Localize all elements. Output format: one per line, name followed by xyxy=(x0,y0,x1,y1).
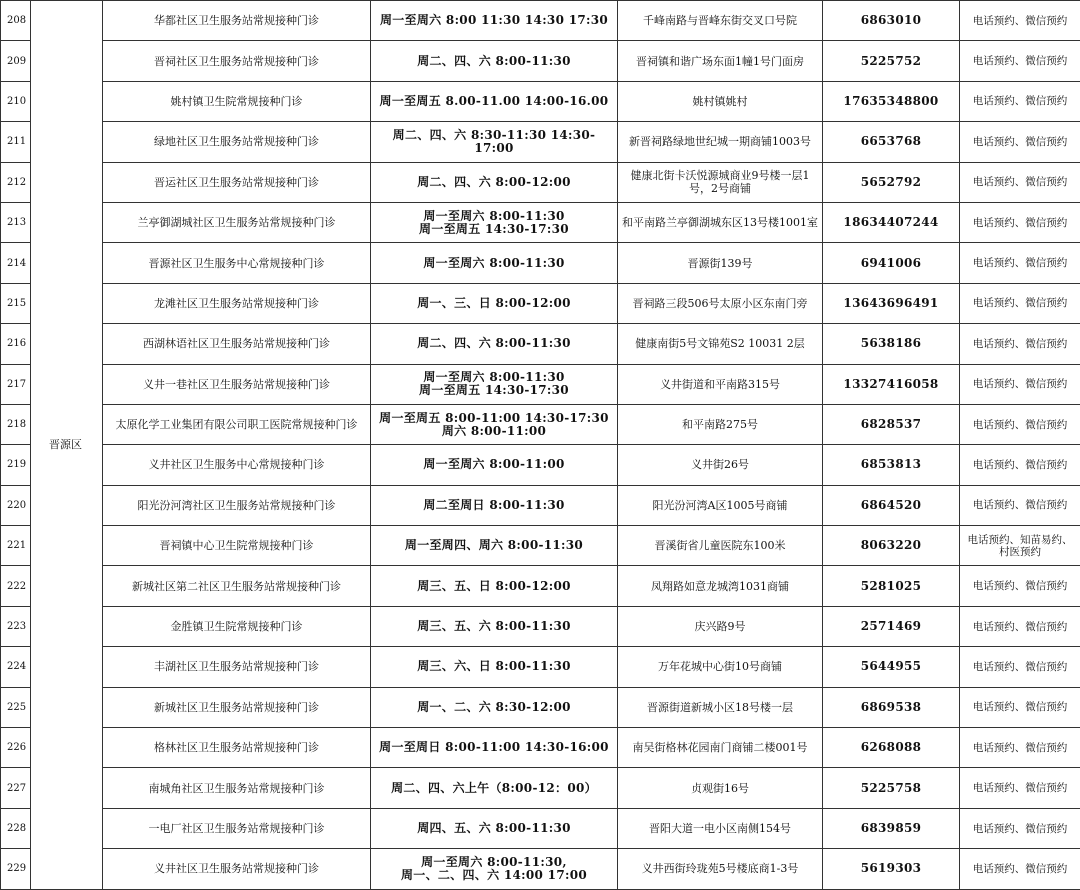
phone-number: 5225758 xyxy=(823,768,960,808)
row-number: 217 xyxy=(1,364,31,404)
booking-method: 电话预约、微信预约 xyxy=(960,364,1080,404)
service-hours: 周一、三、日 8:00-12:00 xyxy=(371,283,618,323)
clinic-address: 义井街道和平南路315号 xyxy=(618,364,823,404)
phone-number: 6268088 xyxy=(823,728,960,768)
booking-method: 电话预约、微信预约 xyxy=(960,647,1080,687)
service-hours: 周一至周日 8:00-11:00 14:30-16:00 xyxy=(371,728,618,768)
service-hours: 周一、二、六 8:30-12:00 xyxy=(371,687,618,727)
table-row xyxy=(1,1,1080,41)
phone-number: 13643696491 xyxy=(823,283,960,323)
booking-method: 电话预约、微信预约 xyxy=(960,122,1080,162)
phone-number: 2571469 xyxy=(823,606,960,646)
table-row xyxy=(1,526,1080,566)
clinic-name: 太原化学工业集团有限公司职工医院常规接种门诊 xyxy=(103,404,371,444)
clinic-name: 义井社区卫生服务中心常规接种门诊 xyxy=(103,445,371,485)
clinic-name: 晋源社区卫生服务中心常规接种门诊 xyxy=(103,243,371,283)
phone-number: 5638186 xyxy=(823,324,960,364)
clinic-address: 健康南街5号文锦苑S2 10031 2层 xyxy=(618,324,823,364)
clinic-name: 阳光汾河湾社区卫生服务站常规接种门诊 xyxy=(103,485,371,525)
clinic-name: 晋祠镇中心卫生院常规接种门诊 xyxy=(103,526,371,566)
row-number: 209 xyxy=(1,41,31,81)
row-number: 214 xyxy=(1,243,31,283)
service-hours: 周一至周六 8:00-11:30 周一至周五 14:30-17:30 xyxy=(371,364,618,404)
row-number: 211 xyxy=(1,122,31,162)
clinic-address: 凤翔路如意龙城湾1031商铺 xyxy=(618,566,823,606)
table-row xyxy=(1,606,1080,646)
row-number: 228 xyxy=(1,808,31,848)
clinic-name: 丰湖社区卫生服务站常规接种门诊 xyxy=(103,647,371,687)
phone-number: 6653768 xyxy=(823,122,960,162)
phone-number: 18634407244 xyxy=(823,202,960,242)
clinic-name: 义井社区卫生服务站常规接种门诊 xyxy=(103,849,371,889)
service-hours: 周一至周五 8:00-11:00 14:30-17:30 周六 8:00-11:00 xyxy=(371,404,618,444)
phone-number: 6869538 xyxy=(823,687,960,727)
clinic-address: 新晋祠路绿地世纪城一期商铺1003号 xyxy=(618,122,823,162)
clinic-name: 新城社区第二社区卫生服务站常规接种门诊 xyxy=(103,566,371,606)
row-number: 213 xyxy=(1,202,31,242)
table-row xyxy=(1,849,1080,889)
clinic-address: 庆兴路9号 xyxy=(618,606,823,646)
booking-method: 电话预约、微信预约 xyxy=(960,202,1080,242)
table-row xyxy=(1,687,1080,727)
booking-method: 电话预约、微信预约 xyxy=(960,808,1080,848)
row-number: 229 xyxy=(1,849,31,889)
booking-method: 电话预约、微信预约 xyxy=(960,404,1080,444)
table-row xyxy=(1,808,1080,848)
district-cell: 晋源区 xyxy=(31,1,103,890)
service-hours: 周二至周日 8:00-11:30 xyxy=(371,485,618,525)
phone-number: 6828537 xyxy=(823,404,960,444)
table-row xyxy=(1,485,1080,525)
service-hours: 周一至周六 8:00 11:30 14:30 17:30 xyxy=(371,1,618,41)
phone-number: 5644955 xyxy=(823,647,960,687)
row-number: 212 xyxy=(1,162,31,202)
row-number: 222 xyxy=(1,566,31,606)
table-row xyxy=(1,445,1080,485)
row-number: 226 xyxy=(1,728,31,768)
row-number: 227 xyxy=(1,768,31,808)
phone-number: 5225752 xyxy=(823,41,960,81)
phone-number: 6941006 xyxy=(823,243,960,283)
phone-number: 13327416058 xyxy=(823,364,960,404)
row-number: 218 xyxy=(1,404,31,444)
table-row xyxy=(1,283,1080,323)
clinic-address: 万年花城中心街10号商铺 xyxy=(618,647,823,687)
service-hours: 周二、四、六 8:00-11:30 xyxy=(371,324,618,364)
row-number: 224 xyxy=(1,647,31,687)
table-row xyxy=(1,404,1080,444)
service-hours: 周三、六、日 8:00-11:30 xyxy=(371,647,618,687)
row-number: 216 xyxy=(1,324,31,364)
booking-method: 电话预约、微信预约 xyxy=(960,283,1080,323)
row-number: 225 xyxy=(1,687,31,727)
clinic-address: 晋祠路三段506号太原小区东南门旁 xyxy=(618,283,823,323)
service-hours: 周一至周五 8.00-11.00 14:00-16.00 xyxy=(371,81,618,121)
clinic-name: 格林社区卫生服务站常规接种门诊 xyxy=(103,728,371,768)
phone-number: 6864520 xyxy=(823,485,960,525)
phone-number: 6839859 xyxy=(823,808,960,848)
service-hours: 周二、四、六 8:00-12:00 xyxy=(371,162,618,202)
clinic-address: 和平南路275号 xyxy=(618,404,823,444)
table-row xyxy=(1,162,1080,202)
clinic-name: 金胜镇卫生院常规接种门诊 xyxy=(103,606,371,646)
table-row xyxy=(1,768,1080,808)
booking-method: 电话预约、微信预约 xyxy=(960,728,1080,768)
clinic-address: 晋阳大道一电小区南侧154号 xyxy=(618,808,823,848)
booking-method: 电话预约、微信预约 xyxy=(960,849,1080,889)
row-number: 221 xyxy=(1,526,31,566)
booking-method: 电话预约、微信预约 xyxy=(960,243,1080,283)
row-number: 220 xyxy=(1,485,31,525)
table-row xyxy=(1,566,1080,606)
service-hours: 周二、四、六 8:30-11:30 14:30-17:00 xyxy=(371,122,618,162)
booking-method: 电话预约、微信预约 xyxy=(960,1,1080,41)
clinic-name: 华都社区卫生服务站常规接种门诊 xyxy=(103,1,371,41)
table-row xyxy=(1,728,1080,768)
clinic-name: 兰亭御湖城社区卫生服务站常规接种门诊 xyxy=(103,202,371,242)
row-number: 223 xyxy=(1,606,31,646)
clinic-name: 绿地社区卫生服务站常规接种门诊 xyxy=(103,122,371,162)
table-row xyxy=(1,324,1080,364)
clinic-name: 一电厂社区卫生服务站常规接种门诊 xyxy=(103,808,371,848)
phone-number: 5652792 xyxy=(823,162,960,202)
service-hours: 周一至周四、周六 8:00-11:30 xyxy=(371,526,618,566)
clinic-address: 千峰南路与晋峰东街交叉口号院 xyxy=(618,1,823,41)
booking-method: 电话预约、微信预约 xyxy=(960,687,1080,727)
clinic-address: 健康北街卡沃悦源城商业9号楼一层1号，2号商铺 xyxy=(618,162,823,202)
table-row xyxy=(1,41,1080,81)
clinic-address: 晋源街139号 xyxy=(618,243,823,283)
row-number: 215 xyxy=(1,283,31,323)
clinic-address: 姚村镇姚村 xyxy=(618,81,823,121)
phone-number: 5281025 xyxy=(823,566,960,606)
clinic-name: 新城社区卫生服务站常规接种门诊 xyxy=(103,687,371,727)
table-row xyxy=(1,122,1080,162)
row-number: 219 xyxy=(1,445,31,485)
booking-method: 电话预约、微信预约 xyxy=(960,485,1080,525)
service-hours: 周三、五、日 8:00-12:00 xyxy=(371,566,618,606)
clinic-address: 义井西街玲珑苑5号楼底商1-3号 xyxy=(618,849,823,889)
service-hours: 周二、四、六 8:00-11:30 xyxy=(371,41,618,81)
booking-method: 电话预约、微信预约 xyxy=(960,324,1080,364)
clinic-address: 阳光汾河湾A区1005号商铺 xyxy=(618,485,823,525)
booking-method: 电话预约、微信预约 xyxy=(960,81,1080,121)
booking-method: 电话预约、微信预约 xyxy=(960,445,1080,485)
booking-method: 电话预约、知苗易约、村医预约 xyxy=(960,526,1080,566)
booking-method: 电话预约、微信预约 xyxy=(960,606,1080,646)
table-row xyxy=(1,364,1080,404)
phone-number: 8063220 xyxy=(823,526,960,566)
phone-number: 5619303 xyxy=(823,849,960,889)
service-hours: 周二、四、六上午（8:00-12：00） xyxy=(371,768,618,808)
table-row xyxy=(1,202,1080,242)
phone-number: 6853813 xyxy=(823,445,960,485)
booking-method: 电话预约、微信预约 xyxy=(960,162,1080,202)
clinic-address: 和平南路兰亭御湖城东区13号楼1001室 xyxy=(618,202,823,242)
service-hours: 周一至周六 8:00-11:30, 周一、二、四、六 14:00 17:00 xyxy=(371,849,618,889)
table-row xyxy=(1,243,1080,283)
table-row xyxy=(1,647,1080,687)
phone-number: 17635348800 xyxy=(823,81,960,121)
service-hours: 周一至周六 8:00-11:30 xyxy=(371,243,618,283)
clinic-name: 姚村镇卫生院常规接种门诊 xyxy=(103,81,371,121)
phone-number: 6863010 xyxy=(823,1,960,41)
row-number: 208 xyxy=(1,1,31,41)
service-hours: 周三、五、六 8:00-11:30 xyxy=(371,606,618,646)
clinic-address: 晋溪街省儿童医院东100米 xyxy=(618,526,823,566)
clinic-name: 西湖林语社区卫生服务站常规接种门诊 xyxy=(103,324,371,364)
clinic-address: 义井街26号 xyxy=(618,445,823,485)
service-hours: 周四、五、六 8:00-11:30 xyxy=(371,808,618,848)
clinic-name: 龙滩社区卫生服务站常规接种门诊 xyxy=(103,283,371,323)
service-hours: 周一至周六 8:00-11:00 xyxy=(371,445,618,485)
row-number: 210 xyxy=(1,81,31,121)
clinic-address: 贞观街16号 xyxy=(618,768,823,808)
clinic-name: 晋祠社区卫生服务站常规接种门诊 xyxy=(103,41,371,81)
service-hours: 周一至周六 8:00-11:30 周一至周五 14:30-17:30 xyxy=(371,202,618,242)
booking-method: 电话预约、微信预约 xyxy=(960,41,1080,81)
clinic-address: 南吴街格林花园南门商铺二楼001号 xyxy=(618,728,823,768)
clinic-address: 晋祠镇和谐广场东面1幢1号门面房 xyxy=(618,41,823,81)
clinic-address: 晋源街道新城小区18号楼一层 xyxy=(618,687,823,727)
booking-method: 电话预约、微信预约 xyxy=(960,768,1080,808)
clinic-name: 义井一巷社区卫生服务站常规接种门诊 xyxy=(103,364,371,404)
booking-method: 电话预约、微信预约 xyxy=(960,566,1080,606)
table-row xyxy=(1,81,1080,121)
clinic-name: 南城角社区卫生服务站常规接种门诊 xyxy=(103,768,371,808)
clinic-name: 晋运社区卫生服务站常规接种门诊 xyxy=(103,162,371,202)
